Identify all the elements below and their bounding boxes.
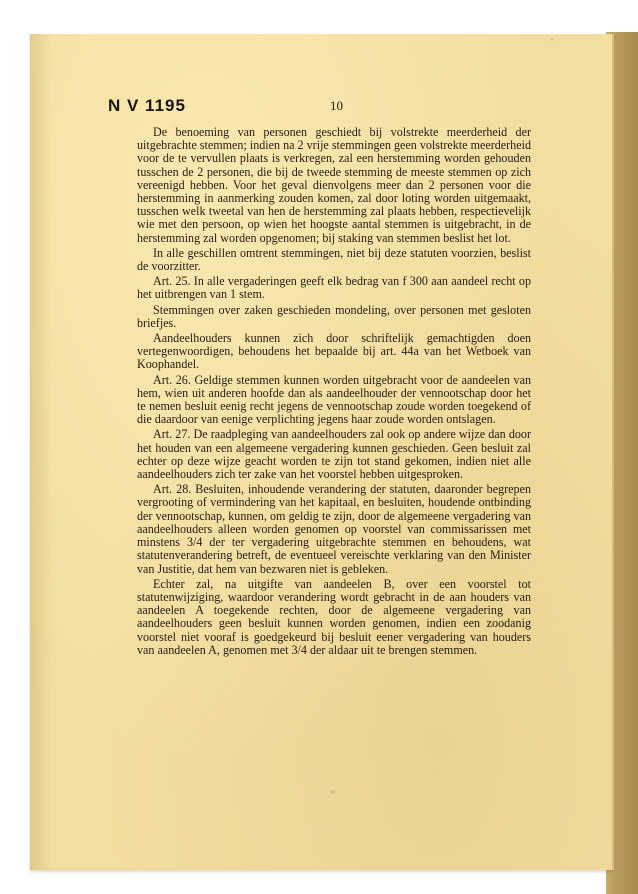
paragraph-art-27: Art. 27. De raadpleging van aandeelhouders zal ook op andere wijze dan door het houden van een algemeene vergadering kunnen geschieden. Geen besluit zal echter op deze wijze geacht worden te zijn tot stand gekomen, indien niet alle aandeelhouders zich ter zake van het voorstel hebben uitgesproken.: [137, 427, 531, 482]
paragraph-art-28: Art. 28. Besluiten, inhoudende verandering der statuten, daaronder begrepen vergrooting of vermindering van het kapitaal, en besluiten, houdende ontbinding der vennootschap, kunnen, om geldig te zijn, door de algemeene vergadering van aandeelhouders alleen worden genomen op voorstel van commissarissen met minstens 3/4 der ter vergadering uitgebrachte stemmen en behoudens, wat statutenverandering betreft, de eventueel vereischte verklaring van den Minister van Justitie, dat hem van bezwaren niet is gebleken.: [137, 482, 531, 576]
paragraph-art-25: Art. 25. In alle vergaderingen geeft elk bedrag van f 300 aan aandeel recht op het uitbrengen van 1 stem.: [137, 274, 531, 302]
page-number: 10: [330, 98, 343, 113]
document-series-number: N V 1195: [108, 96, 186, 115]
statute-text: [137, 126, 531, 659]
paragraph-proxies: Aandeelhouders kunnen zich door schriftelijk gemachtigden doen vertegenwoordigen, behoudens het bepaalde bij art. 44a van het Wetboek van Koophandel.: [137, 331, 531, 372]
paragraph-voting-method: Stemmingen over zaken geschieden mondeling, over personen met gesloten briefjes.: [137, 302, 531, 330]
paragraph-shares-b-amendment: Echter zal, na uitgifte van aandeelen B, over een voorstel tot statutenwijziging, waardoor verandering wordt gebracht in de aan houders van aandeelen A toegekende rechten, door de algemeene vergadering van aandeelhouders geen besluit kunnen worden genomen, indien een zoodanig voorstel niet vooraf is goedgekeurd bij besluit eener vergadering van houders van aandeelen A, genomen met 3/4 der aldaar uit te brengen stemmen.: [137, 576, 531, 657]
paragraph-art-26: Art. 26. Geldige stemmen kunnen worden uitgebracht voor de aandeelen van hem, wien uit anderen hoofde dan als aandeelhouder der vennootschap door het te nemen besluit eenig recht jegens de vennootschap zoude worden toegekend of die daardoor van eenige verplichting jegens haar zoude worden ontslagen.: [137, 372, 531, 427]
paper-stain: [550, 37, 554, 41]
page-fold-shadow: [30, 34, 52, 870]
paragraph-appointment-voting: De benoeming van personen geschiedt bij volstrekte meerderheid der uitgebrachte stemmen; indien na 2 vrije stemmingen geen volstrekte meerderheid voor de te vervullen plaats is verkregen, zal een herstemming worden gehouden tusschen de 2 personen, die bij de tweede stemming de meeste stemmen op zich vereenigd hebben. Voor het geval dienvolgens meer dan 2 personen voor die herstemming in aanmerking zouden komen, zal door loting worden uitgemaakt, tusschen welk tweetal van hen de herstemming zal plaats hebben, respectievelijk wie met den persoon, op wien het hoogste aantal stemmen is uitgebracht, in de herstemming zal worden opgenomen; bij staking van stemmen beslist het lot.: [137, 125, 531, 245]
paper-stain: [330, 790, 336, 794]
paragraph-voting-disputes: In alle geschillen omtrent stemmingen, niet bij deze statuten voorzien, beslist de voorzitter.: [137, 245, 531, 274]
page-header: [108, 96, 508, 120]
